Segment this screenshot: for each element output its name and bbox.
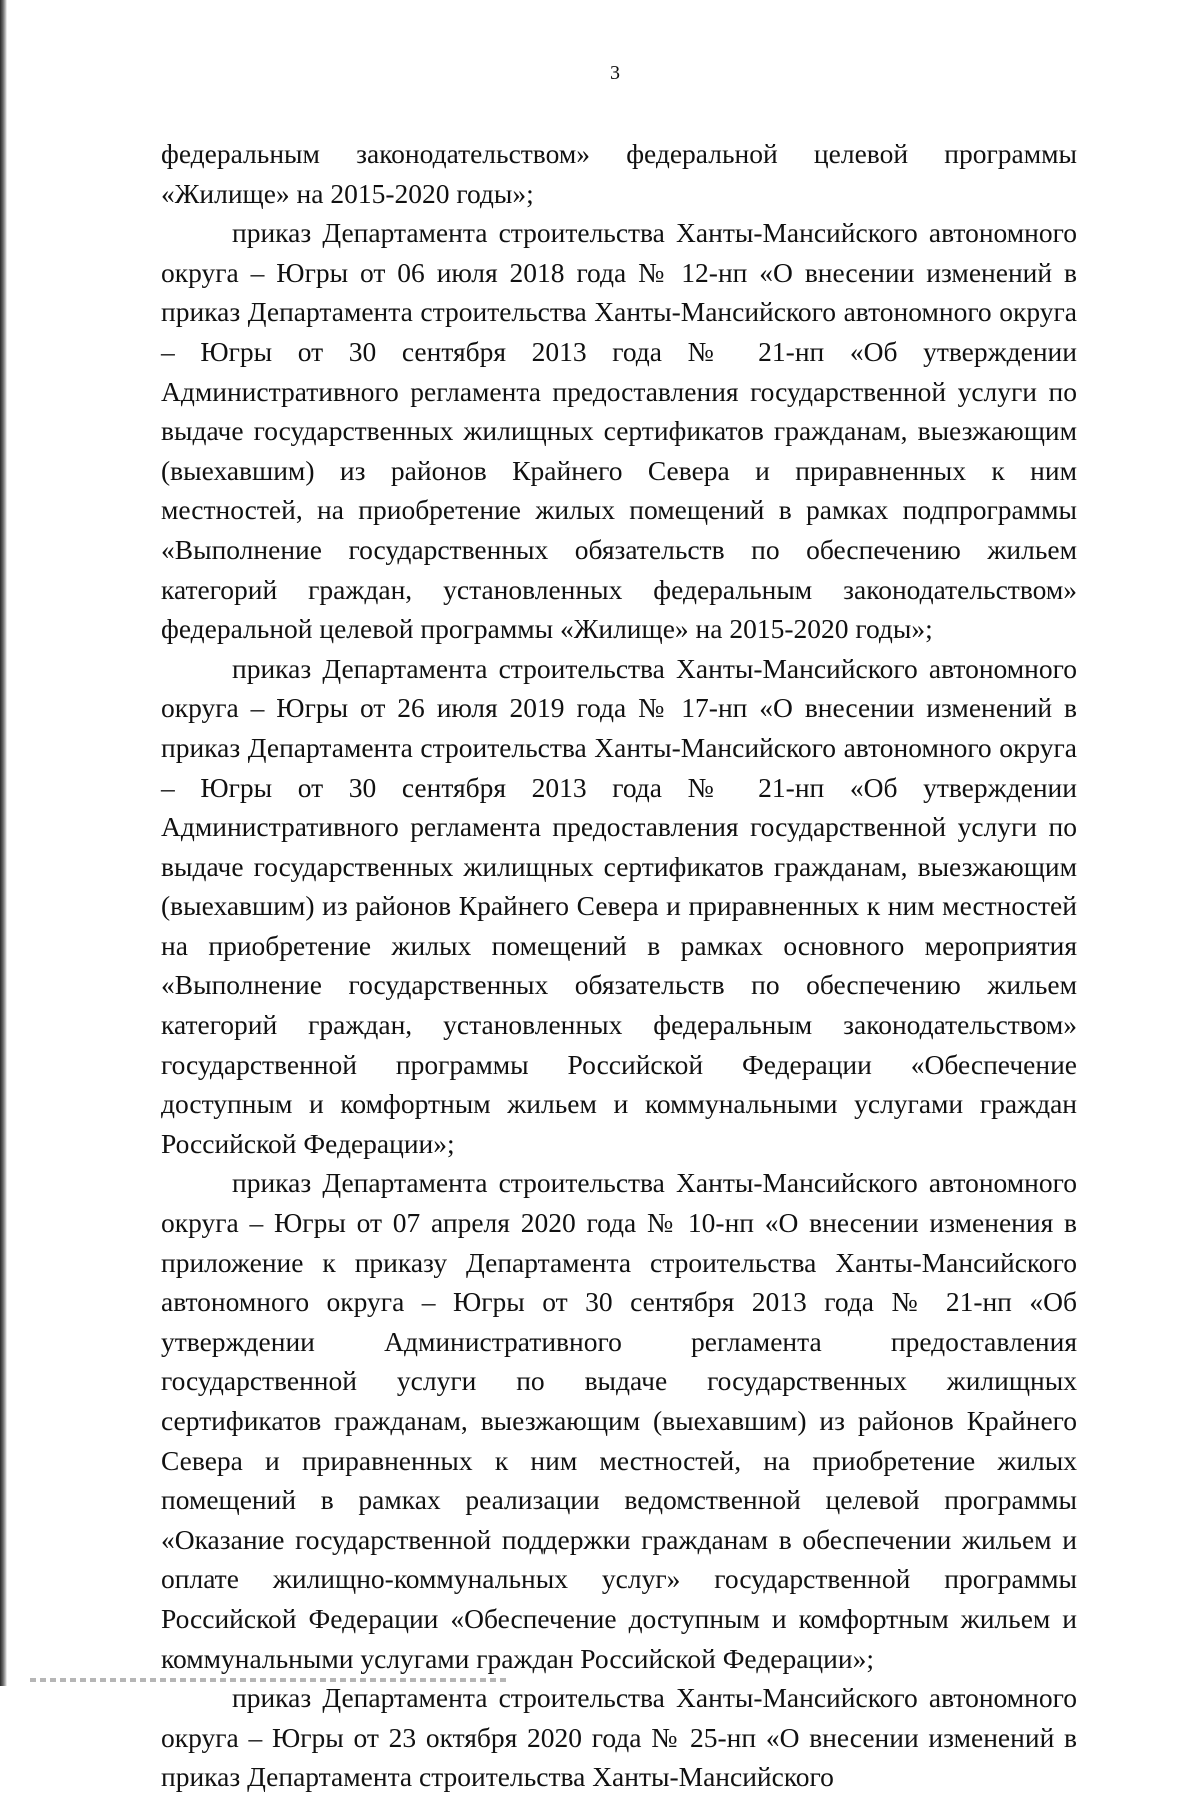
paragraph: приказ Департамента строительства Ханты-Мансийского автономного округа – Югры от 26 июля 2019 года № 17-нп «О внесении изменений в приказ Департамента строительства Ханты-Мансийского автономного округа – Югры от 30 сентября 2013 года № 21-нп «Об утверждении Административного регламента предоставления государственной услуги по выдаче государственных жилищных сертификатов гражданам, выезжающим (выехавшим) из районов Крайнего Севера и приравненных к ним местностей на приобретение жилых помещений в рамках основного мероприятия «Выполнение государственных обязательств по обеспечению жильем категорий граждан, установленных федеральным законодательством» государственной программы Российской Федерации «Обеспечение доступным и комфортным жильем и коммунальными услугами граждан Российской Федерации»;: [161, 652, 1077, 1159]
paragraph: приказ Департамента строительства Ханты-Мансийского автономного округа – Югры от 06 июля 2018 года № 12-нп «О внесении изменений в приказ Департамента строительства Ханты-Мансийского автономного округа – Югры от 30 сентября 2013 года № 21-нп «Об утверждении Административного регламента предоставления государственной услуги по выдаче государственных жилищных сертификатов гражданам, выезжающим (выехавшим) из районов Крайнего Севера и приравненных к ним местностей, на приобретение жилых помещений в рамках подпрограммы «Выполнение государственных обязательств по обеспечению жильем категорий граждан, установленных федеральным законодательством» федеральной целевой программы «Жилище» на 2015-2020 годы»;: [161, 217, 1077, 645]
scan-edge-left: [0, 0, 7, 1686]
document-body: [161, 134, 1077, 1797]
paragraph: федеральным законодательством» федеральной целевой программы «Жилище» на 2015-2020 годы»;: [161, 138, 1077, 209]
paragraph: приказ Департамента строительства Ханты-Мансийского автономного округа – Югры от 23 октября 2020 года № 25-нп «О внесении изменений в приказ Департамента строительства Ханты-Мансийского: [161, 1682, 1077, 1793]
page-number: 3: [610, 62, 620, 84]
paragraph: приказ Департамента строительства Ханты-Мансийского автономного округа – Югры от 07 апреля 2020 года № 10-нп «О внесении изменения в приложение к приказу Департамента строительства Ханты-Мансийского автономного округа – Югры от 30 сентября 2013 года № 21-нп «Об утверждении Административного регламента предоставления государственной услуги по выдаче государственных жилищных сертификатов гражданам, выезжающим (выехавшим) из районов Крайнего Севера и приравненных к ним местностей, на приобретение жилых помещений в рамках реализации ведомственной целевой программы «Оказание государственной поддержки гражданам в обеспечении жильем и оплате жилищно-коммунальных услуг» государственной программы Российской Федерации «Обеспечение доступным и комфортным жильем и коммунальными услугами граждан Российской Федерации»;: [161, 1167, 1077, 1674]
